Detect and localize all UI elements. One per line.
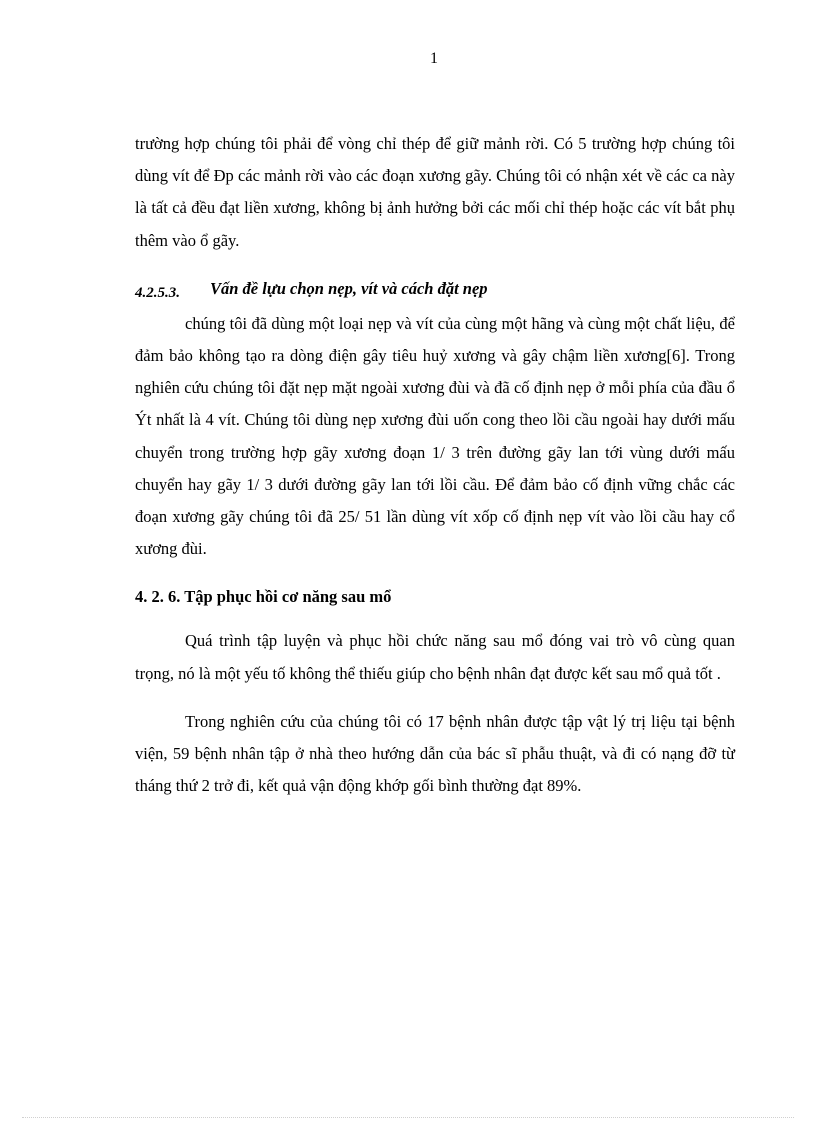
subsection-number: 4.2.5.3. [135,284,180,301]
section-heading: 4. 2. 6. Tập phục hồi cơ năng sau mổ [135,587,392,607]
paragraph-rehab-importance: Quá trình tập luyện và phục hồi chức năng sau mổ đóng vai trò vô cùng quan trọng, nó là một yếu tố không thể thiếu giúp cho bệnh nhân đạt được kết sau mổ quả tốt . [135,631,735,683]
subsection-title: Vấn đề lựu chọn nẹp, vít và cách đặt nẹp [210,278,488,298]
subsection-heading [135,273,735,306]
paragraph-implant-choice: chúng tôi đã dùng một loại nẹp và vít của cùng một hãng và cùng một chất liệu, để đảm bảo không tạo ra dòng điện gây tiêu huỷ xương và gây chậm liền xương[6]. Trong nghiên cứu chúng tôi đặt nẹp mặt ngoài xương đùi và đã cố định nẹp ở mỗi phía của đầu ổ Ýt nhất là 4 vít. Chúng tôi dùng nẹp xương đùi uốn cong theo lồi cầu ngoài hay dưới mấu chuyển trong trường hợp gãy xương đoạn 1/ 3 trên đường gãy lan tới vùng dưới mấu chuyển hay gãy 1/ 3 dưới đường gãy lan tới lồi cầu. Để đảm bảo cố định vững chắc các đoạn xương gãy chúng tôi đã 25/ 51 lần dùng vít xốp cố định nẹp vít vào lồi cầu hay cổ xương đùi. [135,313,735,559]
page-body [135,128,735,818]
paragraph-continuation: trường hợp chúng tôi phải để vòng chỉ thép để giữ mảnh rời. Có 5 trường hợp chúng tôi dùng vít để Ðp các mảnh rời vào các đoạn xương gãy. Chúng tôi có nhận xét về các ca này là tất cả đều đạt liền xương, không bị ảnh hưởng bởi các mối chỉ thép hoặc các vít bắt phụ thêm vào ổ gãy. [135,134,735,250]
page-bottom-rule [22,1117,794,1118]
paragraph-rehab-results: Trong nghiên cứu của chúng tôi có 17 bệnh nhân được tập vật lý trị liệu tại bệnh viện, 59 bệnh nhân tập ở nhà theo hướng dẫn của bác sĩ phẫu thuật, và đi có nạng đỡ từ tháng thứ 2 trở đi, kết quả vận động khớp gối bình thường đạt 89%. [135,711,735,796]
page-number: 1 [430,50,438,67]
